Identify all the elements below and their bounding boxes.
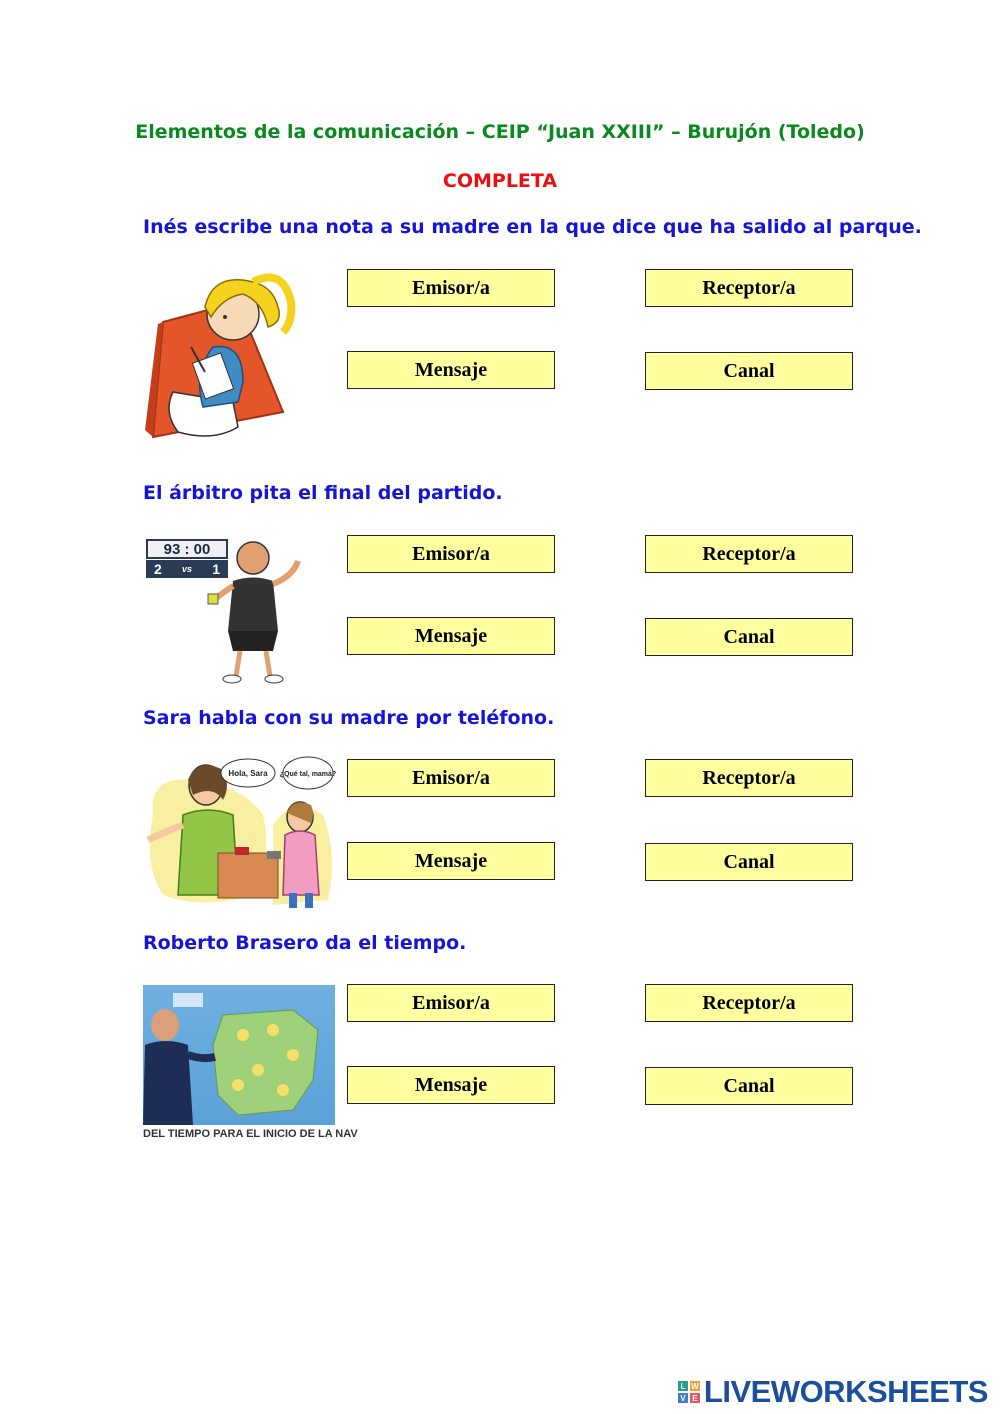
bubble-que-tal: ¿Qué tal, mamá? [279,771,337,778]
mensaje-drop-box-3[interactable]: Mensaje [347,842,555,880]
scoreboard-away: 1 [212,561,220,577]
exercise-4-sentence: Roberto Brasero da el tiempo. [143,932,467,954]
scoreboard-home: 2 [154,561,162,577]
canal-drop-box-2[interactable]: Canal [645,618,853,656]
exercise-2-sentence: El árbitro pita el final del partido. [143,482,503,504]
liveworksheets-wordmark: LIVEWORKSHEETS [703,1374,988,1409]
emisor-drop-box-1[interactable]: Emisor/a [347,269,555,307]
referee-illustration [143,536,313,686]
girl-writing-note-illustration [143,262,303,444]
receptor-drop-box-1[interactable]: Receptor/a [645,269,853,307]
canal-drop-box-4[interactable]: Canal [645,1067,853,1105]
receptor-drop-box-3[interactable]: Receptor/a [645,759,853,797]
weather-caption: DEL TIEMPO PARA EL INICIO DE LA NAV [143,1125,335,1143]
canal-drop-box-3[interactable]: Canal [645,843,853,881]
emisor-drop-box-2[interactable]: Emisor/a [347,535,555,573]
liveworksheets-logo-icon: L W V E [678,1381,700,1403]
emisor-drop-box-3[interactable]: Emisor/a [347,759,555,797]
emisor-drop-box-4[interactable]: Emisor/a [347,984,555,1022]
receptor-drop-box-2[interactable]: Receptor/a [645,535,853,573]
mensaje-drop-box-4[interactable]: Mensaje [347,1066,555,1104]
liveworksheets-branding[interactable] [678,1374,988,1410]
scoreboard-time: 93 : 00 [146,539,228,559]
mensaje-drop-box-1[interactable]: Mensaje [347,351,555,389]
exercise-1-sentence: Inés escribe una nota a su madre en la que dice que ha salido al parque. [143,216,922,238]
instruction-heading: COMPLETA [442,170,558,192]
canal-drop-box-1[interactable]: Canal [645,352,853,390]
scoreboard-vs: vs [181,564,192,574]
weather-report-photo [143,985,358,1143]
exercise-3-sentence: Sara habla con su madre por teléfono. [143,707,555,729]
mensaje-drop-box-2[interactable]: Mensaje [347,617,555,655]
phone-call-illustration [143,755,338,910]
bubble-hola-sara: Hola, Sara [228,769,268,778]
receptor-drop-box-4[interactable]: Receptor/a [645,984,853,1022]
page-title: Elementos de la comunicación – CEIP “Juan XXIII” – Burujón (Toledo) [135,121,865,143]
